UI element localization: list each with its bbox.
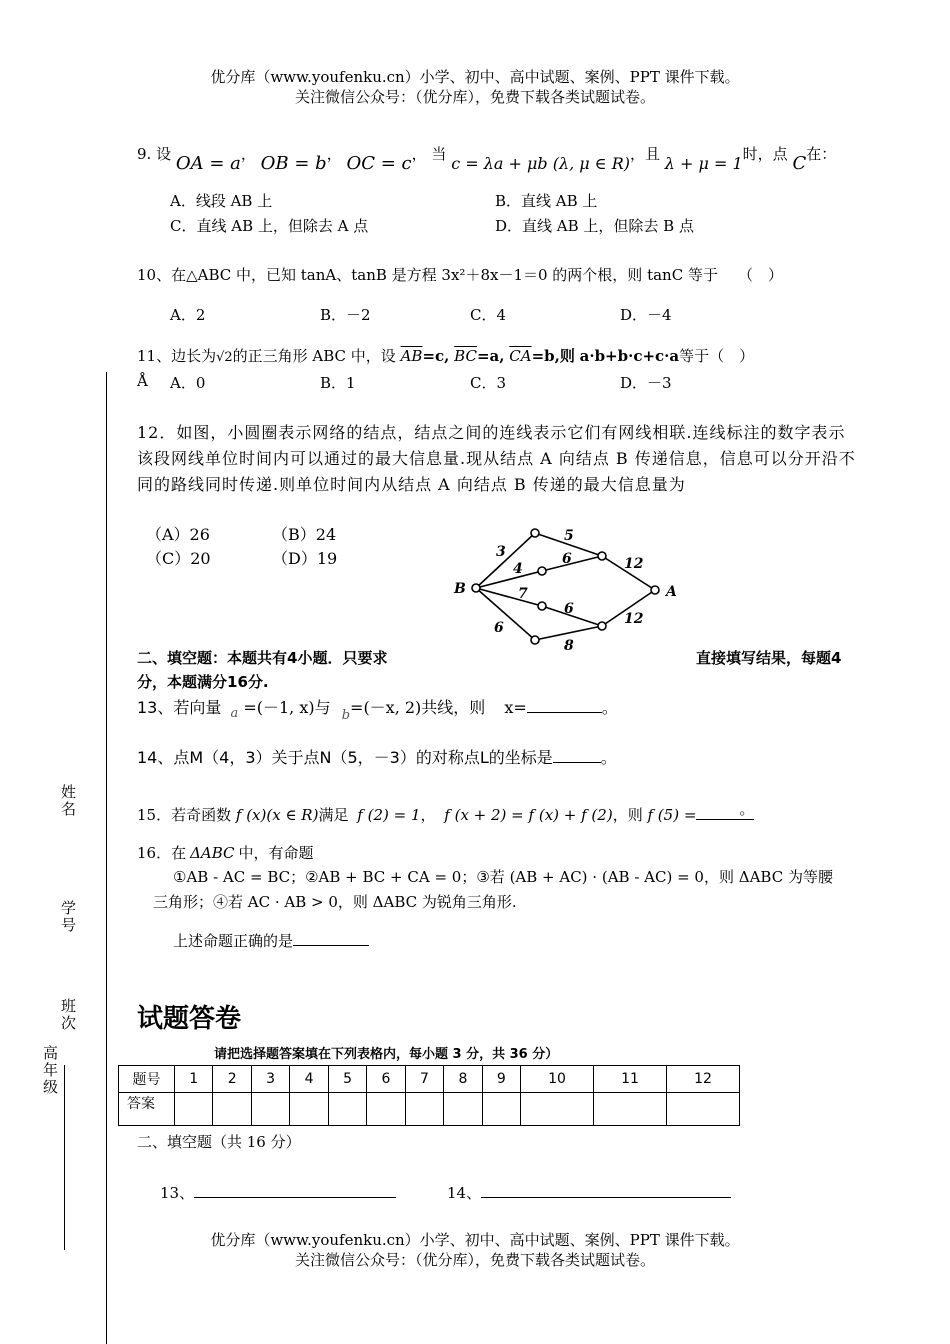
answer-cell[interactable] [482,1093,520,1126]
edge-label: 3 [496,544,506,560]
footer-line-1: 优分库（www.youfenku.cn）小学、初中、高中试题、案例、PPT 课件下载。 [210,1231,740,1249]
edge-label: 7 [518,586,528,602]
q15-answer-blank[interactable]: 。 [696,798,754,820]
sidebar-name-label: 姓名 [59,784,77,818]
q10-option-d: D．－4 [620,306,672,324]
q10-stem: 10、在△ABC 中，已知 tanA、tanB 是方程 3x²＋8x－1＝0 的两个根，则 tanC 等于 （ ） [137,266,783,284]
q11-stem: 11、边长为√2的正三角形 ABC 中，设 $\overline{AB}=c$, $\overline{BC}=a$, $\overline{CA}=b$,则 a·b+b·c+c·a等于（ ） [137,347,755,365]
footer-line-2: 关注微信公众号：（优分库），免费下载各类试题试卷。 [294,1251,655,1269]
question-number: 11 [594,1066,667,1093]
graph-label-a: A [666,584,677,600]
q11-option-c: C．3 [470,374,507,392]
q10-option-c: C．4 [470,306,507,324]
row-label-number: 题号 [119,1066,175,1093]
graph-node [598,552,606,560]
row-label-answer: 答案 [119,1093,175,1126]
q16-propositions-1: ①AB - AC = BC；②AB + BC + CA = 0；③若 (AB + AC) · (AB - AC) = 0，则 ΔABC 为等腰 [173,868,833,886]
grade-underline [64,1065,65,1250]
sidebar-class-label: 班次 [59,998,77,1032]
answer-cell[interactable] [405,1093,443,1126]
edge-label: 5 [564,528,574,544]
question-number: 12 [667,1066,740,1093]
q14-answer-blank[interactable] [553,762,601,763]
q10-option-a: A．2 [170,306,206,324]
answer-cell[interactable] [367,1093,405,1126]
question-number: 7 [405,1066,443,1093]
answer-cell[interactable] [444,1093,482,1126]
q9-option-d: D．直线 AB 上，但除去 B 点 [495,217,694,235]
question-number: 9 [482,1066,520,1093]
edge-label: 6 [562,551,572,567]
q11-option-d: D．－3 [620,374,672,392]
fill-13: 13、 [160,1182,396,1203]
answer-cell[interactable] [290,1093,328,1126]
fill-14: 14、 [447,1182,731,1203]
fill-13-blank[interactable] [194,1197,396,1198]
q11-option-b: B．1 [320,374,356,392]
q12-stem: 12．如图，小圆圈表示网络的结点，结点之间的连线表示它们有网线相联.连线标注的数字表示该段网线单位时间内可以通过的最大信息量.现从结点 A 向结点 B 传递信息，信息可以分开沿不同的路线同时传递.则单位时间内从结点 A 向结点 B 传递的最大信息量为 [137,423,856,494]
q16-answer-blank[interactable] [293,945,369,946]
q12-option-d: （D）19 [272,549,338,568]
graph-node [531,636,539,644]
graph-node-b [472,584,480,592]
question-number: 3 [251,1066,289,1093]
answer-cell[interactable] [594,1093,667,1126]
answer-cell[interactable] [521,1093,594,1126]
edge-label: 12 [624,611,644,627]
question-number: 6 [367,1066,405,1093]
answer-sheet-title: 试题答卷 [137,1004,242,1034]
header-line-1: 优分库（www.youfenku.cn）小学、初中、高中试题、案例、PPT 课件下载。 [210,68,740,86]
q12-network-graph [440,518,690,658]
q16-stem: 16．在 ΔABC 中，有命题 [137,844,314,862]
graph-node [598,622,606,630]
sidebar-id-label: 学号 [59,900,77,934]
table-row-numbers [119,1066,740,1093]
q11-mark: Å [137,372,148,390]
answer-table [118,1065,740,1126]
section2-heading-right: 直接填写结果，每题4 [696,649,842,667]
question-number: 1 [175,1066,213,1093]
question-number: 4 [290,1066,328,1093]
answer-cell[interactable] [667,1093,740,1126]
graph-label-b: B [454,581,466,597]
fill-14-blank[interactable] [481,1197,731,1198]
question-number: 5 [328,1066,366,1093]
edge-label: 6 [564,601,574,617]
answer-cell[interactable] [251,1093,289,1126]
answer-sheet-instruction: 请把选择题答案填在下列表格内，每小题 3 分，共 36 分） [214,1047,559,1062]
section2-heading-line2: 分，本题满分16分. [137,673,269,691]
graph-node [538,602,546,610]
header-line-2: 关注微信公众号：（优分库），免费下载各类试题试卷。 [294,88,655,106]
binding-line [106,372,107,1344]
q9-option-c: C．直线 AB 上，但除去 A 点 [170,217,369,235]
q13-answer-blank[interactable] [527,712,602,713]
edge-label: 6 [494,620,504,636]
question-number: 10 [521,1066,594,1093]
graph-node [531,529,539,537]
q9-option-a: A．线段 AB 上 [170,192,273,210]
graph-node [538,567,546,575]
question-number: 8 [444,1066,482,1093]
q9-option-b: B．直线 AB 上 [495,192,598,210]
graph-node-a [651,586,659,594]
q12-option-c: （C）20 [146,549,211,568]
q12-option-b: （B）24 [272,525,337,544]
q13: 13、若向量 $_a$ =(－1, x)与 $_b$=(－x, 2)共线，则 x= 。 [137,698,618,723]
section2-heading-left: 二、填空题：本题共有4小题．只要求 [137,649,388,667]
q11-option-a: A．0 [170,374,206,392]
q15: 15．若奇函数 f (x)(x ∈ R)满足 f (2) = 1， f (x + 2) = f (x) + f (2)，则 f (5) = 。 [137,800,755,824]
table-row-answers [119,1093,740,1126]
question-number: 2 [213,1066,251,1093]
edge-label: 12 [624,556,644,572]
edge-label: 8 [564,638,574,654]
q9-stem: 9. 设 OA = a， OB = b， OC = c， 当 c = λa + μb (λ, μ ∈ R)，且 λ + μ = 1时，点 C在： [137,145,837,174]
q14: 14、点M（4，3）关于点N（5，－3）的对称点L的坐标是 。 [137,748,617,767]
q16-propositions-2: 三角形；④若 AC · AB > 0，则 ΔABC 为锐角三角形. [153,893,517,911]
q16-conclusion: 上述命题正确的是 [173,930,369,951]
fill-section-title: 二、填空题（共 16 分） [137,1133,301,1151]
edge-label: 4 [513,561,523,577]
answer-cell[interactable] [213,1093,251,1126]
q10-option-b: B．－2 [320,306,371,324]
q12-option-a: （A）26 [146,525,210,544]
answer-cell[interactable] [175,1093,213,1126]
answer-cell[interactable] [328,1093,366,1126]
sidebar-grade-label: 高年级 [41,1045,59,1096]
